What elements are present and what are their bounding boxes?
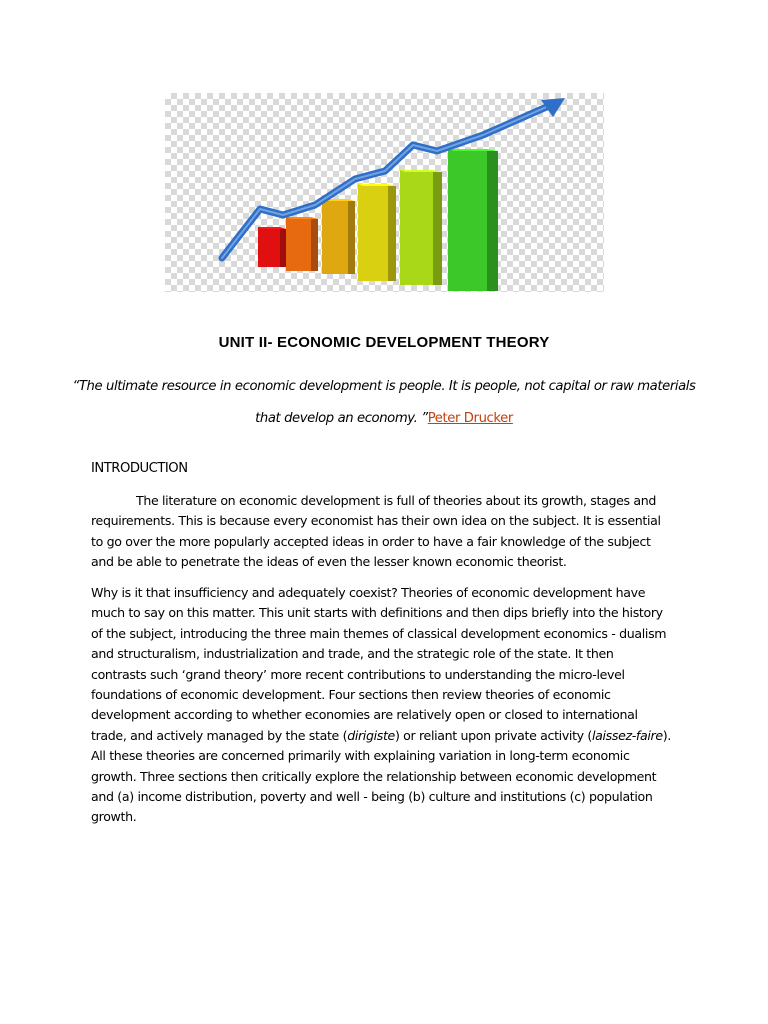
chart-bar-icon bbox=[400, 170, 442, 285]
paragraph-2-line: and structuralism, industrialization and trade, and the strategic role of the state. It then bbox=[91, 646, 614, 662]
paragraph-2-line: Why is it that insufficiency and adequately coexist? Theories of economic development have bbox=[91, 585, 646, 600]
chart-bar-icon bbox=[358, 184, 396, 281]
author-link[interactable]: Peter Drucker bbox=[427, 411, 513, 426]
paragraph-2-line: All these theories are concerned primarily with explaining variation in long-term economic bbox=[91, 748, 630, 764]
term-laissez-faire: laissez-faire bbox=[591, 727, 663, 743]
text-run: ). bbox=[662, 727, 671, 743]
paragraph-2-line: contrasts such ‘grand theory’ more recent contributions to understanding the micro-level bbox=[91, 666, 625, 682]
growth-chart-icon bbox=[165, 93, 604, 292]
paragraph-2-line: growth. bbox=[91, 809, 137, 825]
quote-line-2-text: that develop an economy. ” bbox=[255, 411, 428, 426]
term-dirigiste: dirigiste bbox=[347, 727, 395, 743]
text-run: trade, and actively managed by the state ( bbox=[91, 727, 348, 743]
paragraph-2-line: foundations of economic development. Four sections then review theories of economic bbox=[91, 687, 611, 703]
paragraph-2 bbox=[91, 583, 681, 828]
page-title: UNIT II- ECONOMIC DEVELOPMENT THEORY bbox=[218, 334, 550, 351]
quote-line-1: “The ultimate resource in economic development is people. It is people, not capital or raw materials bbox=[72, 379, 696, 394]
paragraph-1-line: and be able to penetrate the ideas of even the lesser known economic theorist. bbox=[91, 554, 567, 570]
chart-bar-icon bbox=[286, 217, 318, 271]
chart-bar-icon bbox=[322, 199, 355, 274]
paragraph-2-line: development according to whether economies are relatively open or closed to international bbox=[91, 707, 638, 723]
section-heading: INTRODUCTION bbox=[91, 461, 188, 476]
quote-line-2 bbox=[60, 411, 708, 426]
paragraph-2-line: growth. Three sections then critically explore the relationship between economic development bbox=[91, 768, 657, 784]
paragraph-2-line: of the subject, introducing the three main themes of classical development economics - dualism bbox=[91, 625, 667, 641]
paragraph-2-line bbox=[91, 726, 681, 746]
paragraph-1-line: to go over the more popularly accepted ideas in order to have a fair knowledge of the subject bbox=[91, 533, 651, 549]
paragraph-1 bbox=[91, 491, 681, 573]
chart-bar-icon bbox=[448, 149, 498, 291]
growth-chart-image bbox=[165, 93, 604, 292]
paragraph-2-line: much to say on this matter. This unit starts with definitions and then dips briefly into the history bbox=[91, 605, 663, 621]
chart-bar-icon bbox=[258, 227, 286, 267]
paragraph-1-line: requirements. This is because every economist has their own idea on the subject. It is essential bbox=[91, 513, 661, 529]
text-run: ) or reliant upon private activity ( bbox=[394, 727, 592, 743]
paragraph-2-line: and (a) income distribution, poverty and well - being (b) culture and institutions (c) population bbox=[91, 789, 653, 805]
paragraph-1-line: The literature on economic development is full of theories about its growth, stages and bbox=[136, 493, 657, 508]
